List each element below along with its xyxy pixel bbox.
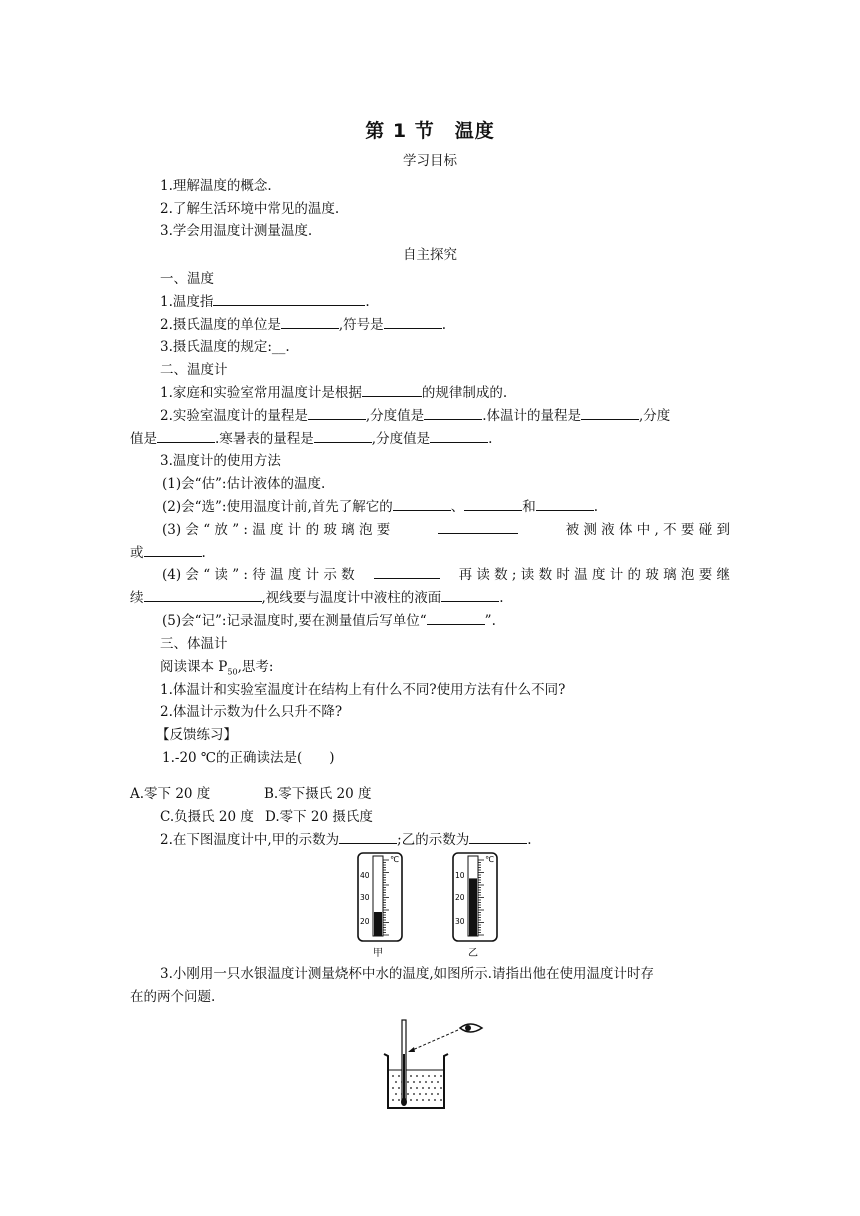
part3-read: 阅读课本 $P_{50}$,思考: bbox=[160, 659, 274, 677]
part1-q1: 1.温度指 . bbox=[160, 294, 370, 310]
water-dot bbox=[428, 1075, 430, 1077]
water-dot bbox=[422, 1087, 424, 1089]
explore-heading: 自主探究 bbox=[403, 247, 457, 263]
answer-blank[interactable] bbox=[314, 430, 372, 443]
unit-label-yi: ℃ bbox=[485, 855, 494, 864]
water-dot bbox=[392, 1087, 394, 1089]
feedback-q2: 2.在下图温度计中,甲的示数为 ;乙的示数为 . bbox=[160, 832, 532, 848]
answer-blank[interactable] bbox=[362, 384, 422, 397]
step-3-line1: (3) 会 “ 放 ” : 温 度 计 的 玻 璃 泡 要 被 测 液 体 中 , 不 要 碰 到 bbox=[162, 522, 730, 538]
feedback-q3-line2: 在的两个问题. bbox=[130, 989, 216, 1005]
part3-heading: 三、体温计 bbox=[160, 636, 228, 652]
answer-blank[interactable] bbox=[384, 316, 442, 329]
sight-arrow-icon bbox=[408, 1047, 415, 1052]
water-dot bbox=[410, 1075, 412, 1077]
liquid-column-jia bbox=[374, 912, 382, 936]
sight-line bbox=[408, 1030, 458, 1052]
water-dot bbox=[410, 1099, 412, 1101]
water-dot bbox=[398, 1087, 400, 1089]
water-dot bbox=[437, 1081, 439, 1083]
option-d: D.零下 20 摄氏度 bbox=[265, 809, 373, 825]
water-dot bbox=[431, 1081, 433, 1083]
water-dot bbox=[395, 1081, 397, 1083]
thermometer-yi bbox=[453, 853, 497, 959]
answer-blank[interactable] bbox=[469, 831, 527, 844]
water-dot bbox=[440, 1087, 442, 1089]
water-dot bbox=[434, 1087, 436, 1089]
tick-label-jia-3: 20 bbox=[360, 917, 370, 926]
step-1: (1)会“估”:估计液体的温度. bbox=[162, 476, 326, 492]
water-dot bbox=[398, 1075, 400, 1077]
thermometer-in-beaker bbox=[401, 1020, 407, 1106]
water-dot bbox=[422, 1075, 424, 1077]
answer-blank[interactable] bbox=[339, 831, 397, 844]
objective-2: 2.了解生活环境中常见的温度. bbox=[160, 201, 340, 217]
water-dot bbox=[410, 1087, 412, 1089]
answer-blank[interactable] bbox=[281, 316, 339, 329]
step-5: (5)会“记”:记录温度时,要在测量值后写单位“ ”. bbox=[162, 613, 496, 629]
water-dot bbox=[428, 1099, 430, 1101]
tick-label-yi-1: 10 bbox=[455, 871, 465, 880]
water-dot bbox=[425, 1093, 427, 1095]
part2-q1: 1.家庭和实验室常用温度计是根据 的规律制成的. bbox=[160, 385, 508, 401]
answer-blank[interactable] bbox=[144, 544, 202, 557]
answer-blank[interactable] bbox=[430, 430, 488, 443]
part3-q2: 2.体温计示数为什么只升不降? bbox=[160, 704, 343, 720]
part3-q1: 1.体温计和实验室温度计在结构上有什么不同?使用方法有什么不同? bbox=[160, 682, 566, 698]
answer-blank[interactable] bbox=[581, 407, 639, 420]
answer-blank[interactable] bbox=[374, 566, 440, 579]
water-dot bbox=[416, 1087, 418, 1089]
beaker-figure bbox=[378, 1014, 498, 1114]
feedback-heading: 【反馈练习】 bbox=[156, 727, 237, 743]
answer-blank[interactable] bbox=[536, 498, 594, 511]
option-a: A.零下 20 度 bbox=[130, 786, 211, 802]
part2-q3: 3.温度计的使用方法 bbox=[160, 453, 281, 469]
answer-blank[interactable] bbox=[427, 612, 485, 625]
part2-q2-line1: 2.实验室温度计的量程是 ,分度值是 .体温计的量程是 ,分度 bbox=[160, 408, 671, 424]
part1-q2: 2.摄氏温度的单位是 ,符号是 . bbox=[160, 317, 446, 333]
step-4-line2: 续 ,视线要与温度计中液柱的液面 . bbox=[130, 590, 504, 606]
part2-q2-line2: 值是 .寒暑表的量程是 ,分度值是 . bbox=[130, 431, 493, 447]
tick-label-jia-1: 40 bbox=[360, 871, 370, 880]
part2-heading: 二、温度计 bbox=[160, 362, 228, 378]
answer-blank[interactable] bbox=[464, 498, 522, 511]
answer-blank[interactable] bbox=[144, 589, 262, 602]
water-dot bbox=[392, 1075, 394, 1077]
water-dot bbox=[407, 1081, 409, 1083]
water-dot bbox=[431, 1093, 433, 1095]
objectives-heading: 学习目标 bbox=[403, 153, 457, 169]
tick-label-jia-2: 30 bbox=[360, 893, 370, 902]
option-c: C.负摄氏 20 度 bbox=[160, 809, 254, 825]
water-dot bbox=[422, 1099, 424, 1101]
beaker bbox=[384, 1054, 448, 1108]
step-4-line1: (4) 会 “ 读 ” : 待 温 度 计 示 数 再 读 数 ; 读 数 时 温 度 计 的 玻 璃 泡 要 继 bbox=[162, 567, 730, 583]
part1-heading: 一、温度 bbox=[160, 271, 214, 287]
objective-3: 3.学会用温度计测量温度. bbox=[160, 223, 313, 239]
water-dot bbox=[416, 1075, 418, 1077]
label-yi: 乙 bbox=[468, 948, 478, 959]
thermometer-figure bbox=[355, 850, 515, 962]
step-3-line2: 或 . bbox=[130, 545, 206, 561]
water-dot bbox=[428, 1087, 430, 1089]
unit-label-jia: ℃ bbox=[390, 855, 399, 864]
feedback-q3-line1: 3.小刚用一只水银温度计测量烧杯中水的温度,如图所示.请指出他在使用温度计时存 bbox=[160, 966, 654, 982]
liquid-column-yi bbox=[469, 878, 477, 936]
water-dot bbox=[440, 1099, 442, 1101]
water-dot bbox=[407, 1093, 409, 1095]
answer-blank[interactable] bbox=[157, 430, 215, 443]
thermometer-jia bbox=[358, 853, 402, 959]
water-dot bbox=[434, 1099, 436, 1101]
objective-1: 1.理解温度的概念. bbox=[160, 178, 272, 194]
answer-blank[interactable] bbox=[438, 521, 518, 534]
water-dot bbox=[392, 1099, 394, 1101]
feedback-q1: 1.-20 ℃的正确读法是( ) bbox=[162, 750, 335, 766]
tick-label-yi-3: 30 bbox=[455, 917, 465, 926]
answer-blank[interactable] bbox=[213, 293, 365, 306]
water-dot bbox=[437, 1093, 439, 1095]
eye-icon bbox=[460, 1024, 482, 1032]
answer-blank[interactable] bbox=[424, 407, 482, 420]
water-dot bbox=[425, 1081, 427, 1083]
label-jia: 甲 bbox=[373, 948, 383, 959]
option-b: B.零下摄氏 20 度 bbox=[264, 786, 372, 802]
water-dot bbox=[413, 1081, 415, 1083]
answer-blank[interactable] bbox=[441, 589, 499, 602]
water-dot bbox=[440, 1075, 442, 1077]
water-dot bbox=[395, 1093, 397, 1095]
water-dot bbox=[416, 1099, 418, 1101]
answer-blank[interactable] bbox=[308, 407, 366, 420]
answer-blank[interactable] bbox=[393, 498, 451, 511]
water-dot bbox=[419, 1081, 421, 1083]
tick-label-yi-2: 20 bbox=[455, 893, 465, 902]
page-title: 第 1 节 温度 bbox=[365, 120, 495, 142]
water-dot bbox=[419, 1093, 421, 1095]
water-dot bbox=[398, 1099, 400, 1101]
step-2: (2)会“选”:使用温度计前,首先了解它的 、 和 . bbox=[162, 499, 599, 515]
part1-q3: 3.摄氏温度的规定:__. bbox=[160, 339, 290, 355]
water-dot bbox=[413, 1093, 415, 1095]
water-dot bbox=[434, 1075, 436, 1077]
